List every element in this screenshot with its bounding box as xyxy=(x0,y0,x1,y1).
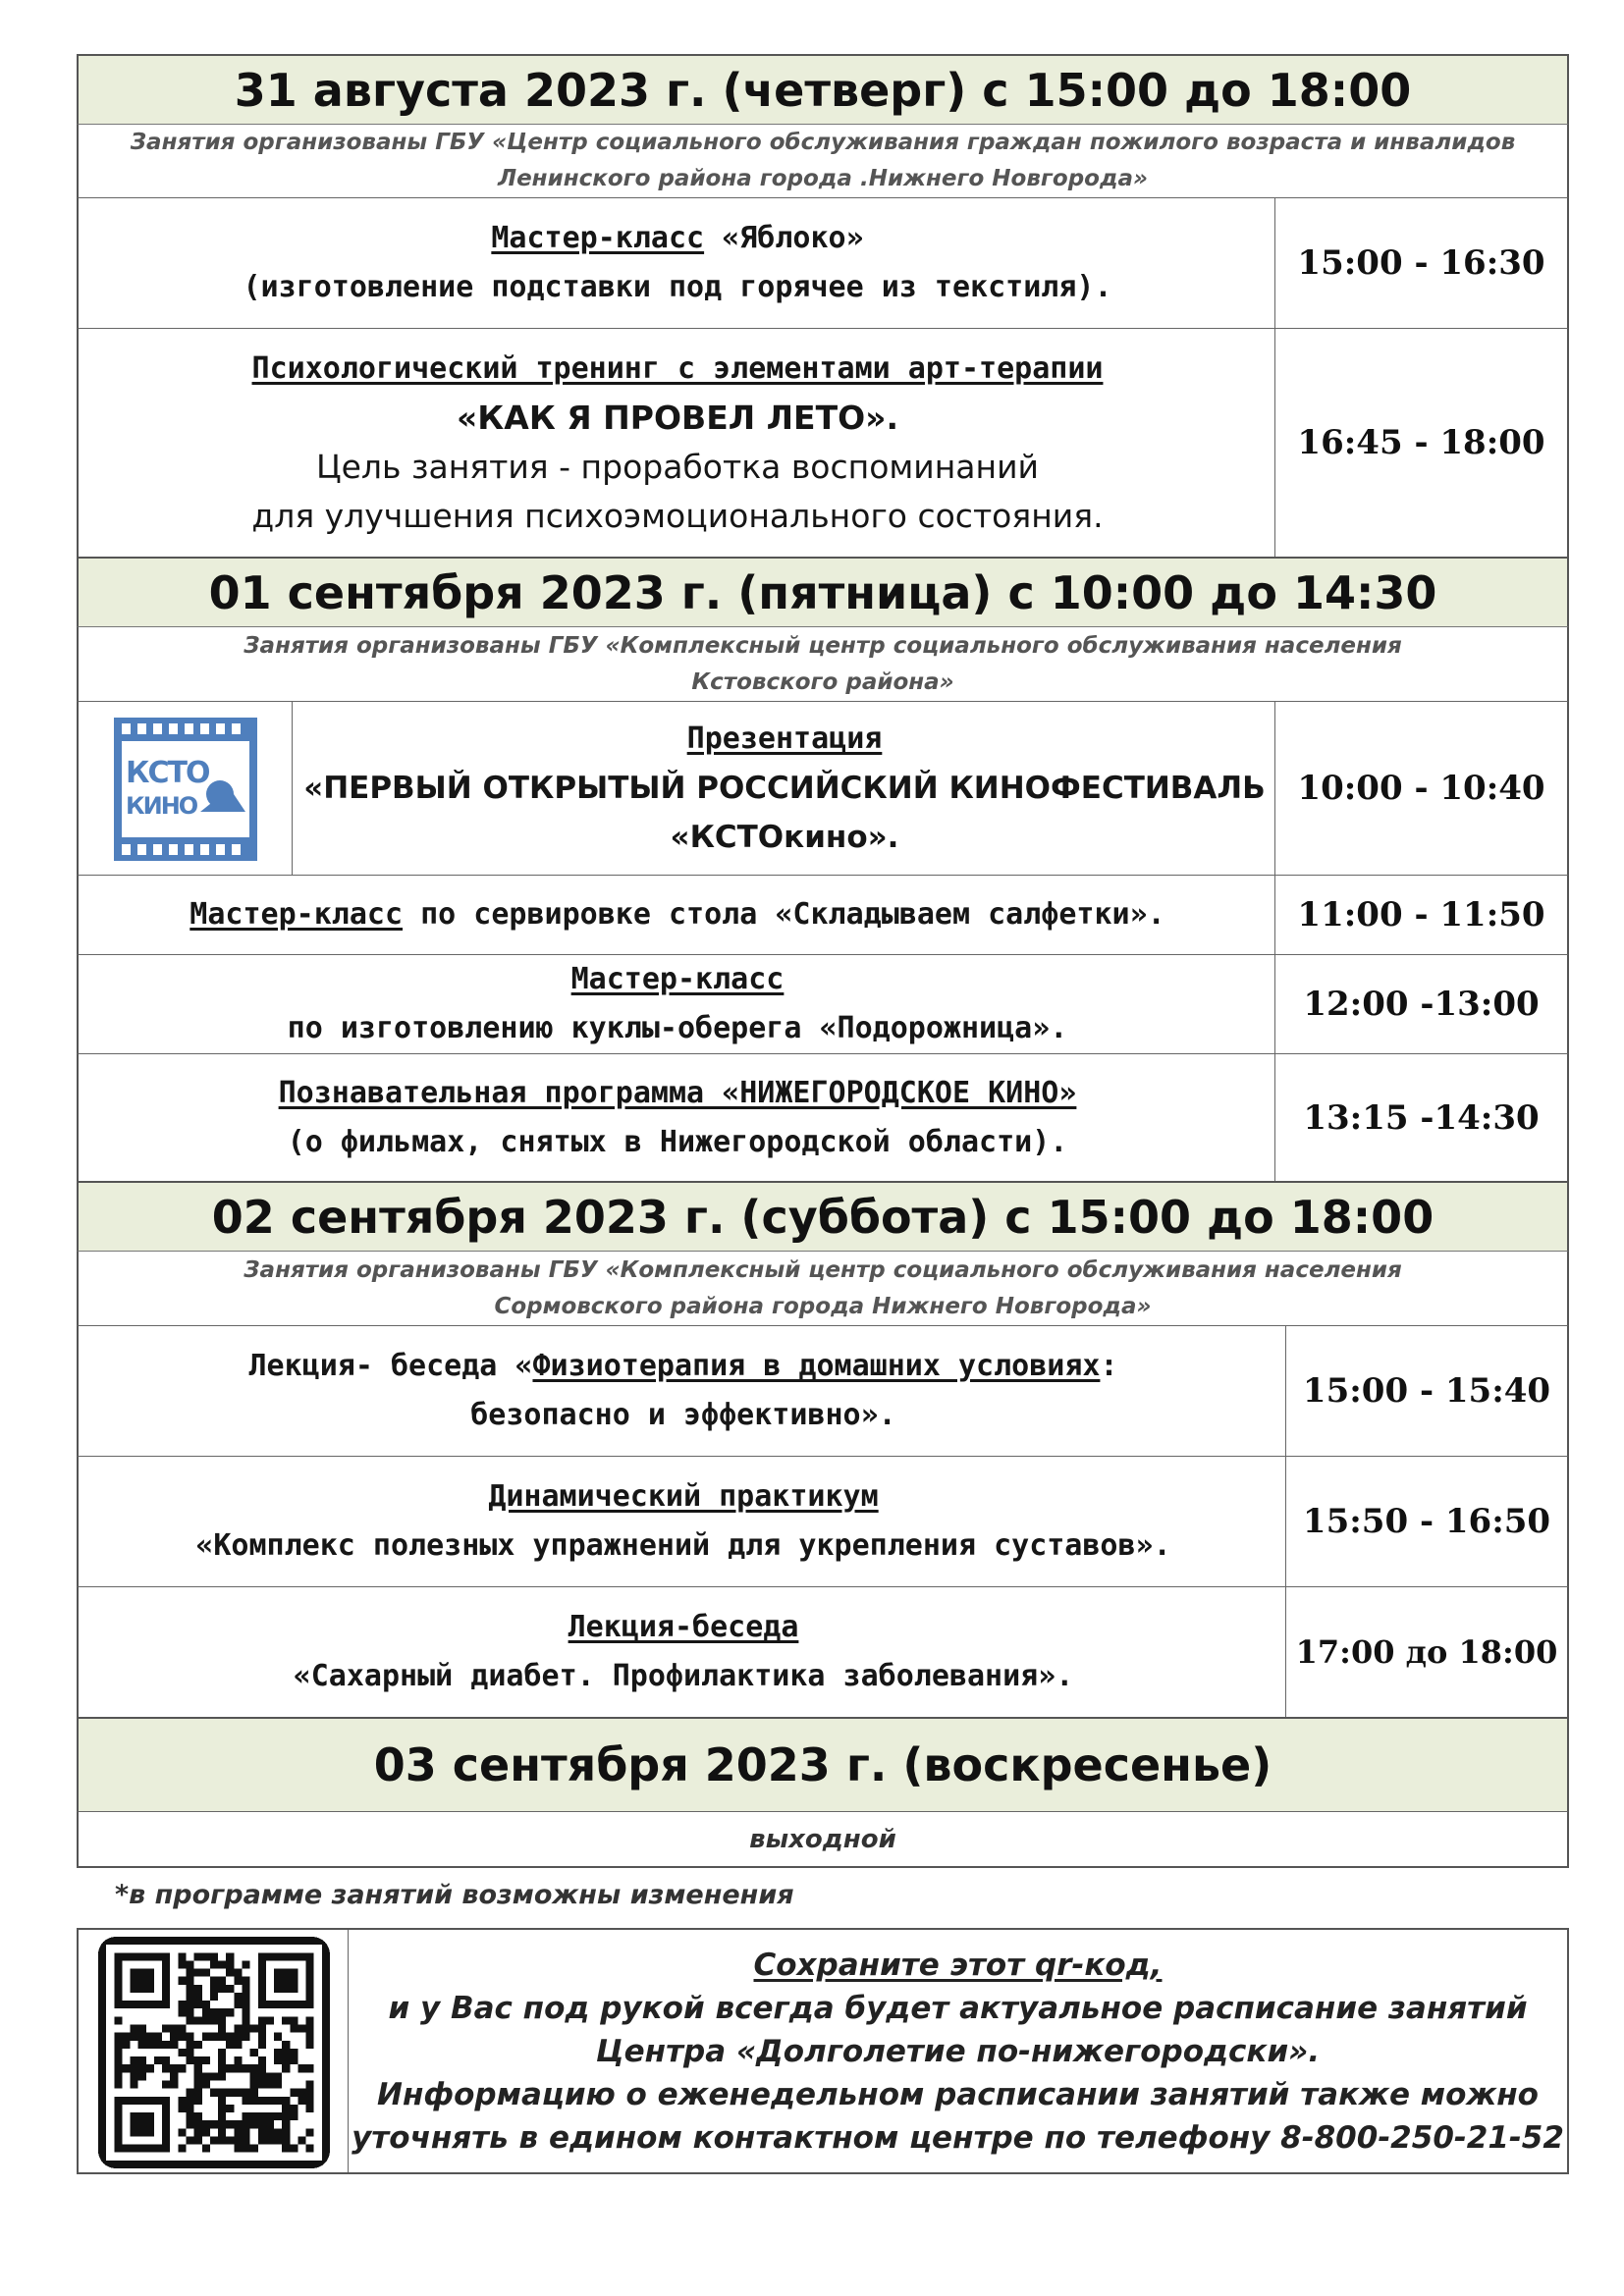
organizer-line: Занятия организованы ГБУ «Комплексный центр социального обслуживания населения xyxy=(244,632,1402,659)
activity-description xyxy=(79,955,1276,1053)
activity-time: 13:15 -14:30 xyxy=(1274,1054,1567,1181)
activity-description xyxy=(79,1326,1288,1456)
qr-code-cell xyxy=(79,1930,349,2172)
activity-row xyxy=(77,954,1569,1053)
activity-time: 15:00 - 16:30 xyxy=(1274,198,1567,328)
activity-line: (изготовление подставки под горячее из текстиля). xyxy=(243,270,1112,304)
organizer-line: Занятия организованы ГБУ «Комплексный центр социального обслуживания населения xyxy=(244,1256,1402,1283)
activity-line: безопасно и эффективно». xyxy=(470,1398,896,1432)
activity-line: «Сахарный диабет. Профилактика заболевания». xyxy=(293,1659,1074,1693)
activity-line: Цель занятия - проработка воспоминаний xyxy=(315,448,1039,486)
activity-row xyxy=(77,1325,1569,1456)
activity-line: по изготовлению куклы-оберега «Подорожница». xyxy=(287,1011,1068,1045)
activity-time: 12:00 -13:00 xyxy=(1274,955,1567,1053)
activity-description xyxy=(79,198,1276,328)
qr-code-icon[interactable] xyxy=(98,1937,330,2168)
activity-line: (о фильмах, снятых в Нижегородской области). xyxy=(287,1124,1068,1159)
organizer-line: Кстовского района» xyxy=(691,668,954,695)
activity-time: 11:00 - 11:50 xyxy=(1274,876,1567,954)
organizer-line: Ленинского района города .Нижнего Новгорода» xyxy=(497,166,1148,191)
activity-type: Мастер-класс xyxy=(491,221,705,255)
activity-row xyxy=(77,1053,1569,1181)
activity-type: Лекция-беседа xyxy=(568,1610,799,1644)
day-header-sep02: 02 сентября 2023 г. (суббота) с 15:00 до 18:00 xyxy=(77,1181,1569,1251)
day-header-sep01: 01 сентября 2023 г. (пятница) с 10:00 до 14:30 xyxy=(77,557,1569,626)
activity-time: 15:50 - 16:50 xyxy=(1285,1457,1567,1586)
activity-row xyxy=(77,1586,1569,1717)
qr-info-line: Информацию о еженедельном расписании занятий также можно xyxy=(377,2076,1539,2112)
qr-info-line: и у Вас под рукой всегда будет актуальное расписание занятий xyxy=(388,1990,1528,2026)
svg-text:КСТО: КСТО xyxy=(126,756,209,790)
activity-title-suffix: : xyxy=(1100,1349,1118,1383)
organizer-note xyxy=(77,626,1569,701)
activity-type: Психологический тренинг с элементами арт-терапии xyxy=(251,351,1104,386)
organizer-line: Занятия организованы ГБУ «Центр социального обслуживания граждан пожилого возраста и инвалидов xyxy=(130,130,1516,155)
activity-row xyxy=(77,701,1569,875)
day-header-aug31: 31 августа 2023 г. (четверг) с 15:00 до 18:00 xyxy=(77,54,1569,124)
activity-description xyxy=(79,876,1276,954)
activity-title: Физиотерапия в домашних условиях xyxy=(532,1349,1101,1383)
kstokino-logo xyxy=(114,718,257,861)
kstokino-logo-cell xyxy=(79,702,293,875)
qr-save-line: Сохраните этот qr-код, xyxy=(753,1947,1163,1983)
activity-type: Динамический практикум xyxy=(488,1479,879,1514)
svg-text:КИНО: КИНО xyxy=(126,792,197,820)
day-off-label: выходной xyxy=(77,1811,1569,1868)
activity-type: Мастер-класс xyxy=(570,962,785,996)
organizer-line: Сормовского района города Нижнего Новгорода» xyxy=(494,1293,1152,1319)
activity-description xyxy=(293,702,1276,875)
activity-title: «Яблоко» xyxy=(722,221,864,255)
qr-phone-line: уточнять в едином контактном центре по телефону 8-800-250-21-52 xyxy=(352,2119,1564,2156)
activity-row xyxy=(77,1456,1569,1586)
activity-title: «ПЕРВЫЙ ОТКРЫТЫЙ РОССИЙСКИЙ КИНОФЕСТИВАЛЬ xyxy=(303,771,1266,806)
activity-title: «КАК Я ПРОВЕЛ ЛЕТО». xyxy=(456,399,898,437)
changes-footnote: *в программе занятий возможны изменения xyxy=(115,1880,794,1910)
organizer-note xyxy=(77,1251,1569,1325)
activity-description xyxy=(79,329,1276,557)
activity-description xyxy=(79,1587,1288,1717)
activity-description xyxy=(79,1457,1288,1586)
qr-info-block xyxy=(77,1928,1569,2174)
activity-title: по сервировке стола «Складываем салфетки». xyxy=(403,897,1165,932)
activity-line: «КСТОкино». xyxy=(670,820,899,855)
qr-info-line: Центра «Долголетие по-нижегородски». xyxy=(595,2033,1321,2069)
activity-title: Познавательная программа «НИЖЕГОРОДСКОЕ КИНО» xyxy=(278,1075,1077,1110)
activity-description xyxy=(79,1054,1276,1181)
qr-info-text xyxy=(349,1930,1567,2172)
activity-type: Мастер-класс xyxy=(189,897,404,932)
day-header-sep03: 03 сентября 2023 г. (воскресенье) xyxy=(77,1717,1569,1811)
activity-type: Лекция- беседа « xyxy=(248,1349,533,1383)
activity-row xyxy=(77,328,1569,557)
activity-time: 16:45 - 18:00 xyxy=(1274,329,1567,557)
activity-type: Презентация xyxy=(686,721,883,756)
activity-row xyxy=(77,197,1569,328)
activity-row xyxy=(77,875,1569,954)
activity-time: 17:00 до 18:00 xyxy=(1285,1587,1567,1717)
activity-time: 10:00 - 10:40 xyxy=(1274,702,1567,875)
activity-line: для улучшения психоэмоционального состояния. xyxy=(251,497,1104,535)
organizer-note xyxy=(77,124,1569,197)
activity-line: «Комплекс полезных упражнений для укрепления суставов». xyxy=(195,1528,1171,1563)
activity-time: 15:00 - 15:40 xyxy=(1285,1326,1567,1456)
